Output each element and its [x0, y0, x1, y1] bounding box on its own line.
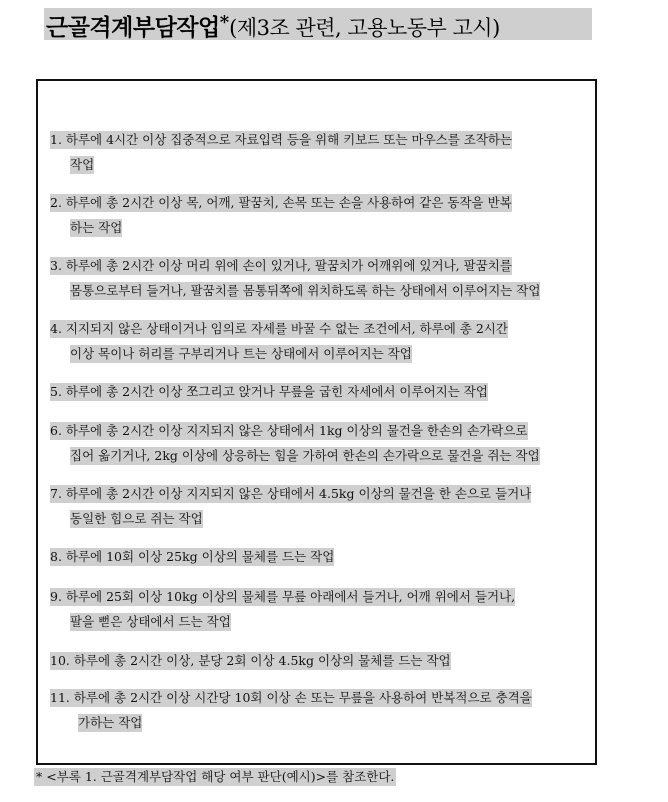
criteria-item-7 — [50, 481, 596, 531]
item-5-line-1: 5. 하루에 총 2시간 이상 쪼그리고 앉거나 무릎을 굽힌 자세에서 이루어지는 작업 — [50, 384, 488, 399]
item-4-line-2: 이상 목이나 허리를 구부리거나 트는 상태에서 이루어지는 작업 — [70, 346, 412, 361]
criteria-item-11 — [50, 685, 596, 735]
item-1-line-1: 1. 하루에 4시간 이상 집중적으로 자료입력 등을 위해 키보드 또는 마우스를 조작하는 — [50, 132, 513, 147]
item-11-line-2: 가하는 작업 — [78, 715, 143, 730]
page-title — [46, 6, 500, 47]
item-2-line-2: 하는 작업 — [70, 220, 123, 235]
item-9-line-1: 9. 하루에 25회 이상 10kg 이상의 물체를 무릎 아래에서 들거나, 어깨 위에서 들거나, — [50, 589, 516, 604]
item-7-line-1: 7. 하루에 총 2시간 이상 지지되지 않은 상태에서 4.5kg 이상의 물건을 한 손으로 들거나 — [50, 486, 532, 501]
title-main: 근골격계부담작업 — [46, 15, 220, 41]
item-4-line-1: 4. 지지되지 않은 상태이거나 임의로 자세를 바꿀 수 없는 조건에서, 하루에 총 2시간 — [50, 321, 508, 336]
criteria-item-6 — [50, 418, 596, 468]
criteria-item-8 — [50, 544, 596, 569]
criteria-item-4 — [50, 316, 596, 366]
title-asterisk: * — [219, 12, 230, 33]
footnote-text: * <부록 1. 근골격계부담작업 해당 여부 판단(예시)>를 참조한다. — [36, 769, 395, 784]
item-3-line-2: 몸통으로부터 들거나, 팔꿈치를 몸통뒤쪽에 위치하도록 하는 상태에서 이루어지는 작업 — [70, 283, 541, 298]
footnote — [34, 766, 396, 788]
criteria-item-1 — [50, 127, 596, 177]
criteria-item-2 — [50, 190, 596, 240]
item-6-line-1: 6. 하루에 총 2시간 이상 지지되지 않은 상태에서 1kg 이상의 물건을 한손의 손가락으로 — [50, 423, 528, 438]
criteria-item-9 — [50, 584, 596, 634]
criteria-item-3 — [50, 253, 596, 303]
item-11-line-1: 11. 하루에 총 2시간 이상 시간당 10회 이상 손 또는 무릎을 사용하여 반복적으로 충격을 — [50, 690, 532, 705]
item-1-line-2: 작업 — [70, 157, 95, 172]
criteria-item-5 — [50, 379, 596, 404]
item-9-line-2: 팔을 뻗은 상태에서 드는 작업 — [70, 614, 231, 629]
criteria-box — [36, 79, 597, 765]
item-3-line-1: 3. 하루에 총 2시간 이상 머리 위에 손이 있거나, 팔꿈치가 어깨위에 있거나, 팔꿈치를 — [50, 258, 512, 273]
item-6-line-2: 집어 옮기거나, 2kg 이상에 상응하는 힘을 가하여 한손의 손가락으로 물건을 쥐는 작업 — [70, 448, 540, 463]
item-7-line-2: 동일한 힘으로 쥐는 작업 — [70, 511, 203, 526]
item-8-line-1: 8. 하루에 10회 이상 25kg 이상의 물체를 드는 작업 — [50, 549, 335, 564]
item-10-line-1: 10. 하루에 총 2시간 이상, 분당 2회 이상 4.5kg 이상의 물체를 드는 작업 — [50, 653, 451, 668]
item-2-line-1: 2. 하루에 총 2시간 이상 목, 어깨, 팔꿈치, 손목 또는 손을 사용하여 같은 동작을 반복 — [50, 195, 512, 210]
criteria-item-10 — [50, 648, 596, 673]
title-subtitle: (제3조 관련, 고용노동부 고시) — [229, 16, 500, 40]
